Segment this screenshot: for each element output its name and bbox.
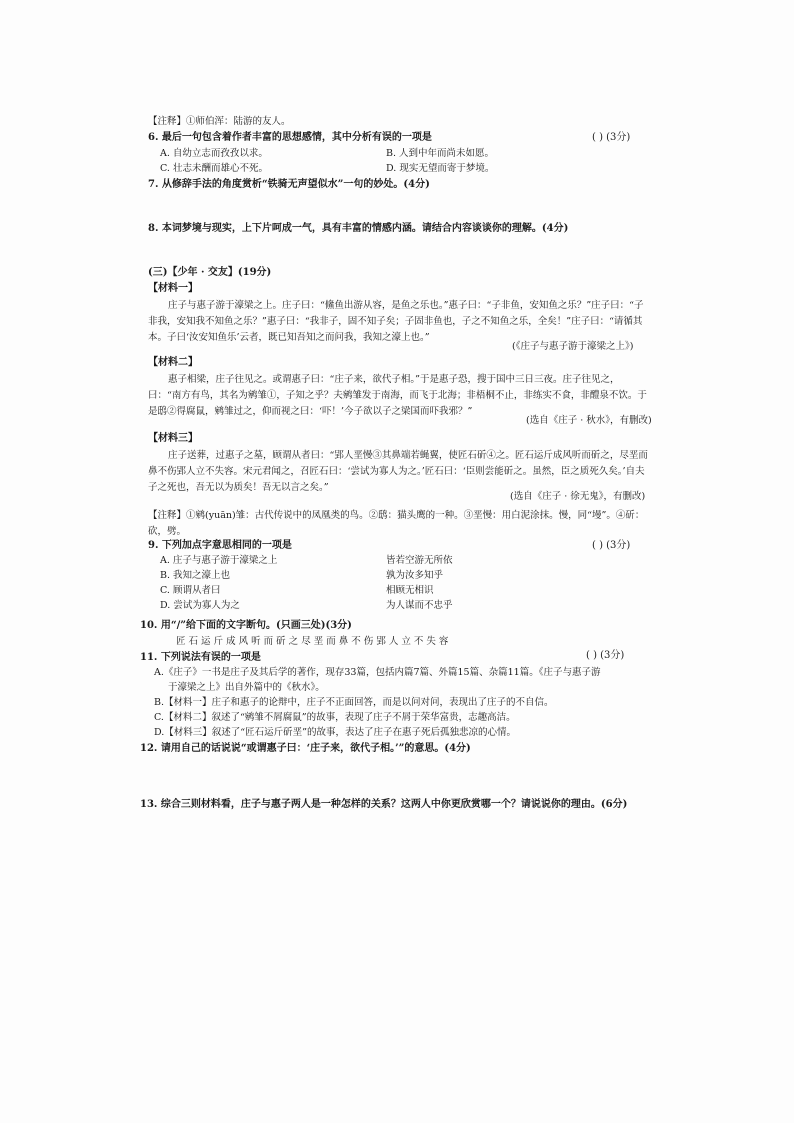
material-2-text: 惠子相梁，庄子往见之。或谓惠子曰：“庄子来，欲代子相。”于是惠子恐，搜于国中三日三夜。庄子往见之，曰：“南方有鸟，其名为鹓雏①，子知之乎？夫鹓雏发于南海，而飞于北海；非梧桐不止，非练实不食，非醴泉不饮。于是鸱②得腐鼠，鹓雏过之，仰而视之曰：‘吓！’今子欲以子之梁国而吓我邪？”: [148, 374, 647, 417]
q12-stem: 12. 请用自己的话说说“或谓惠子曰：‘庄子来，欲代子相。’”的意思。(4分): [140, 743, 471, 754]
q8-stem: 8. 本词梦境与现实，上下片呵成一气，具有丰富的情感内涵。请结合内容谈谈你的理解。(4分): [148, 223, 569, 234]
q9-answer-slot[interactable]: ( ) (3分): [592, 540, 631, 551]
material-3-source: (选自《庄子 · 徐无鬼》，有删改): [510, 491, 646, 502]
q9-row-d-left: D. 尝试为寡人为之: [160, 600, 240, 611]
q11-option-c: C.【材料二】叙述了“鹓雏不屑腐鼠”的故事，表现了庄子不屑于荣华富贵，志趣高洁。: [154, 712, 516, 723]
q6-option-d: D. 现实无望而寄于梦境。: [386, 163, 495, 174]
note-materials: 【注释】①鹓(yuān)雏：古代传说中的凤凰类的鸟。②鸱：猫头鹰的一种。③垩慢：用白泥涂抹。慢，同“墁”。④斫：砍，劈。: [148, 510, 645, 537]
q13-stem: 13. 综合三则材料看，庄子与惠子两人是一种怎样的关系？这两人中你更欣赏哪一个？请说说你的理由。(6分): [140, 799, 628, 810]
q6-option-a: A. 自幼立志而孜孜以求。: [160, 148, 268, 159]
q6-answer-slot[interactable]: ( ) (3分): [592, 132, 631, 143]
q11-option-a-line2: 于濠梁之上》出自外篇中的《秋水》。: [168, 682, 325, 693]
section-heading: (三)【少年 · 交友】(19分): [148, 267, 272, 278]
q11-option-b: B.【材料一】庄子和惠子的论辩中，庄子不正面回答，而是以问对问，表现出了庄子的不自信。: [154, 697, 554, 708]
q9-stem: 9. 下列加点字意思相同的一项是: [148, 540, 292, 551]
material-1-text: 庄子与惠子游于濠梁之上。庄子曰：“鯈鱼出游从容，是鱼之乐也。”惠子曰：“子非鱼，安知鱼之乐？”庄子曰：“子非我，安知我不知鱼之乐？”惠子曰：“我非子，固不知子矣；子固非鱼也，子之不知鱼之乐，全矣！”庄子曰：“请循其本。子曰‘汝安知鱼乐’云者，既已知吾知之而问我，我知之濠上也。”: [148, 300, 644, 343]
material-3-title: 【材料三】: [148, 433, 198, 444]
q11-option-d: D.【材料三】叙述了“匠石运斤斫垩”的故事，表达了庄子在惠子死后孤独悲凉的心情。: [154, 727, 517, 738]
q6-option-c: C. 壮志未酬而雄心不死。: [160, 163, 268, 174]
material-2-title: 【材料二】: [148, 357, 198, 368]
q11-option-a-line1: A.《庄子》一书是庄子及其后学的著作，现存33篇，包括内篇7篇、外篇15篇、杂篇11篇。《庄子与惠子游: [154, 667, 601, 678]
material-1-source: (《庄子与惠子游于濠梁之上》): [512, 341, 634, 352]
q9-row-a-left: A. 庄子与惠子游于濠梁之上: [160, 555, 278, 566]
material-2-source: (选自《庄子 · 秋水》，有删改): [526, 415, 652, 426]
q9-row-b-right: 孰为汝多知乎: [386, 570, 444, 581]
note-prev: 【注释】①师伯浑：陆游的友人。: [148, 116, 291, 127]
material-1-title: 【材料一】: [148, 283, 198, 294]
q7-stem: 7. 从修辞手法的角度赏析“铁骑无声望似水”一句的妙处。(4分): [148, 179, 430, 190]
q6-stem: 6. 最后一句包含着作者丰富的思想感情，其中分析有误的一项是: [148, 132, 432, 143]
q6-option-b: B. 人到中年而尚未如愿。: [386, 148, 495, 159]
q9-row-a-right: 皆若空游无所依: [386, 555, 453, 566]
q9-row-d-right: 为人谋而不忠乎: [386, 600, 453, 611]
q9-row-b-left: B. 我知之濠上也: [160, 570, 231, 581]
q11-stem: 11. 下列说法有误的一项是: [140, 652, 261, 663]
q9-row-c-left: C. 顾谓从者曰: [160, 585, 221, 596]
material-3-text: 庄子送葬，过惠子之墓，顾谓从者曰：“郢人垩慢③其鼻端若蝇翼，使匠石斫④之。匠石运斤成风听而斫之，尽垩而鼻不伤郢人立不失容。宋元君闻之，召匠石曰：‘尝试为寡人为之。’匠石曰：‘臣则尝能斫之。虽然，臣之质死久矣。’自夫子之死也，吾无以为质矣！吾无以言之矣。”: [148, 450, 648, 493]
q11-answer-slot[interactable]: ( ) (3分): [586, 650, 625, 661]
q10-text: 匠 石 运 斤 成 风 听 而 斫 之 尽 垩 而 鼻 不 伤 郢 人 立 不 失 容: [176, 636, 449, 647]
q10-stem: 10. 用“/”给下面的文字断句。(只画三处)(3分): [140, 620, 352, 631]
q9-row-c-right: 相顾无相识: [386, 585, 434, 596]
